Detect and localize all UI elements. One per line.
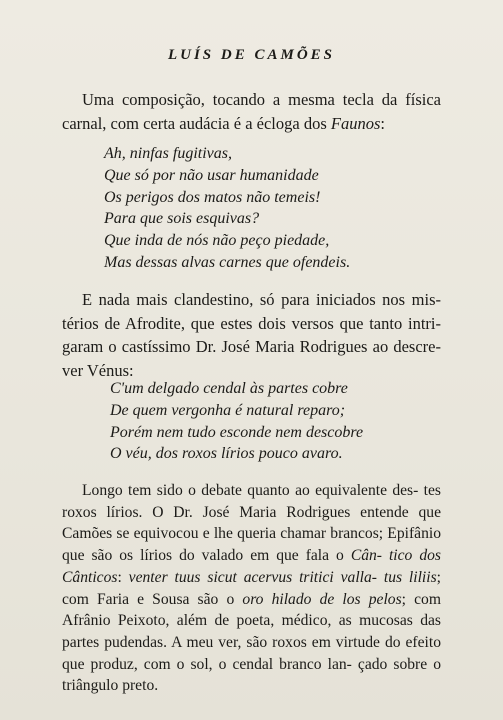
- paragraph-3-line: Epifânio que são os lírios do valado em que fala o: [62, 525, 441, 565]
- paragraph-3-line: :: [117, 568, 129, 586]
- paragraph-3-line: com Afrânio Peixoto, além de poeta, médico, as mucosas: [62, 590, 441, 630]
- paragraph-3: [62, 480, 441, 697]
- paragraph-2-line: E nada mais clandestino, só para iniciados nos mis-: [82, 290, 441, 309]
- verse-1-line: Ah, ninfas fugitivas,: [104, 145, 232, 162]
- paragraph-3-line: ;: [401, 590, 406, 608]
- paragraph-3-line: das partes pudendas. A meu ver, são roxos em virtude: [62, 612, 441, 651]
- paragraph-3-line: tes roxos lírios. O Dr. José Maria Rodrigues entende: [62, 482, 441, 521]
- running-head: LUÍS DE CAMÕES: [167, 47, 336, 63]
- verse-2: [110, 378, 363, 465]
- paragraph-3-italic: Cân-: [350, 547, 382, 565]
- verse-1-line: Para que sois esquivas?: [104, 210, 260, 228]
- verse-2-line: Porém nem tudo esconde nem descobre: [110, 423, 364, 441]
- verse-1-line: Os perigos dos matos não temeis!: [104, 188, 321, 206]
- paragraph-3-latin-quote: venter tuus sicut acervus tritici valla-: [128, 568, 377, 586]
- paragraph-3-spanish-quote: oro hilado de los pelos: [242, 590, 402, 608]
- paragraph-2: [62, 288, 441, 382]
- paragraph-2-line: térios de Afrodite, que estes dois versos que tanto intri-: [62, 313, 441, 333]
- verse-1-line: Que só por não usar humanidade: [104, 166, 319, 184]
- paragraph-3-line: Longo tem sido o debate quanto ao equivalente des-: [82, 482, 419, 499]
- verse-1: [104, 143, 350, 274]
- paragraph-3-line: ; com Faria e Sousa são o: [62, 568, 442, 608]
- paragraph-1-line-1: Uma composição, tocando a mesma tecla da física: [82, 90, 441, 109]
- paragraph-1-line-2: carnal, com certa audácia é a écloga dos: [62, 113, 327, 133]
- paragraph-1-italic-title: Faunos: [330, 113, 381, 133]
- paragraph-1-tail: :: [380, 113, 385, 133]
- paragraph-3-line: que Camões se equivocou e lhe queria chamar brancos;: [62, 503, 441, 543]
- verse-1-line: Que inda de nós não peço piedade,: [104, 232, 330, 250]
- paragraph-3-line: çado sobre o triângulo preto.: [62, 655, 441, 695]
- paragraph-2-line: garam o castíssimo Dr. José Maria Rodrigues ao descre-: [62, 337, 441, 356]
- paragraph-3-latin-quote: tus liliis: [383, 568, 437, 586]
- paragraph-3-italic: tico dos Cânticos: [62, 547, 441, 586]
- verse-1-line: Mas dessas alvas carnes que ofendeis.: [104, 253, 351, 271]
- verse-2-line: De quem vergonha é natural reparo;: [110, 401, 346, 419]
- verse-2-line: C'um delgado cendal às partes cobre: [110, 380, 348, 397]
- verse-2-line: O véu, dos roxos lírios pouco avaro.: [110, 445, 343, 463]
- paragraph-2-line: ver Vénus:: [62, 360, 134, 380]
- paragraph-3-line: do efeito que produz, com o sol, o cendal branco lan-: [62, 633, 441, 673]
- paragraph-1: [62, 88, 441, 135]
